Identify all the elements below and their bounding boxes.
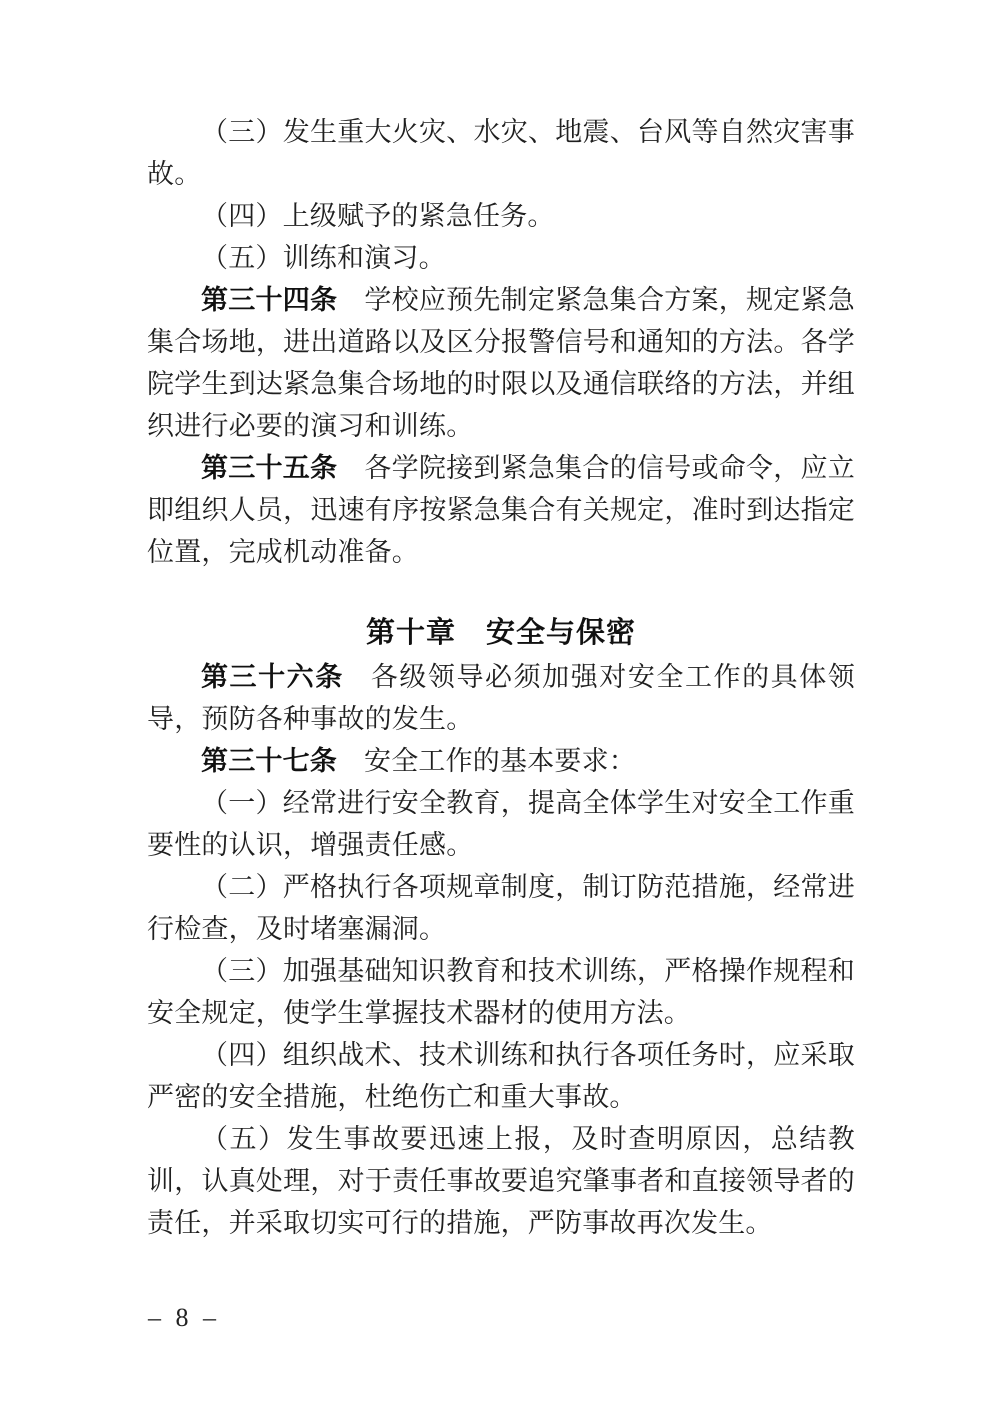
page-footer [148,1303,220,1333]
article-paragraph [147,279,855,447]
article-text: 安全工作的基本要求： [364,746,636,776]
chapter-heading: 第十章 安全与保密 [365,617,636,649]
clause-paragraph: （五）发生事故要迅速上报，及时查明原因，总结教训，认真处理，对于责任事故要追究肇事者和直接领导者的责任，并采取切实可行的措施，严防事故再次发生。 [147,1124,855,1238]
page-number: – 8 – [148,1303,220,1332]
clause-paragraph: （四）组织战术、技术训练和执行各项任务时，应采取严密的安全措施，杜绝伤亡和重大事故。 [147,1040,855,1112]
article-paragraph [147,740,855,782]
article-number: 第三十五条 [201,453,338,483]
clause-paragraph: （三）加强基础知识教育和技术训练，严格操作规程和安全规定，使学生掌握技术器材的使用方法。 [147,956,855,1028]
article-number: 第三十六条 [201,662,344,692]
clause-paragraph: （五）训练和演习。 [201,243,446,273]
article-text: 各级领导必须加强对安全工作的具体领导，预防各种事故的发生。 [147,662,855,734]
article-paragraph [147,447,855,573]
clause-paragraph: （三）发生重大火灾、水灾、地震、台风等自然灾害事故。 [147,117,855,189]
article-number: 第三十七条 [201,746,337,776]
article-text: 学校应预先制定紧急集合方案，规定紧急集合场地，进出道路以及区分报警信号和通知的方法。各学院学生到达紧急集合场地的时限以及通信联络的方法，并组织进行必要的演习和训练。 [147,285,856,441]
clause-paragraph: （二）严格执行各项规章制度，制订防范措施，经常进行检查，及时堵塞漏洞。 [147,872,855,944]
article-number: 第三十四条 [201,285,338,315]
article-text: 各学院接到紧急集合的信号或命令，应立即组织人员，迅速有序按紧急集合有关规定，准时到达指定位置，完成机动准备。 [147,453,856,567]
article-paragraph [147,656,855,740]
clause-paragraph: （一）经常进行安全教育，提高全体学生对安全工作重要性的认识，增强责任感。 [147,788,855,860]
document-body [147,111,855,1244]
clause-paragraph: （四）上级赋予的紧急任务。 [201,201,555,231]
